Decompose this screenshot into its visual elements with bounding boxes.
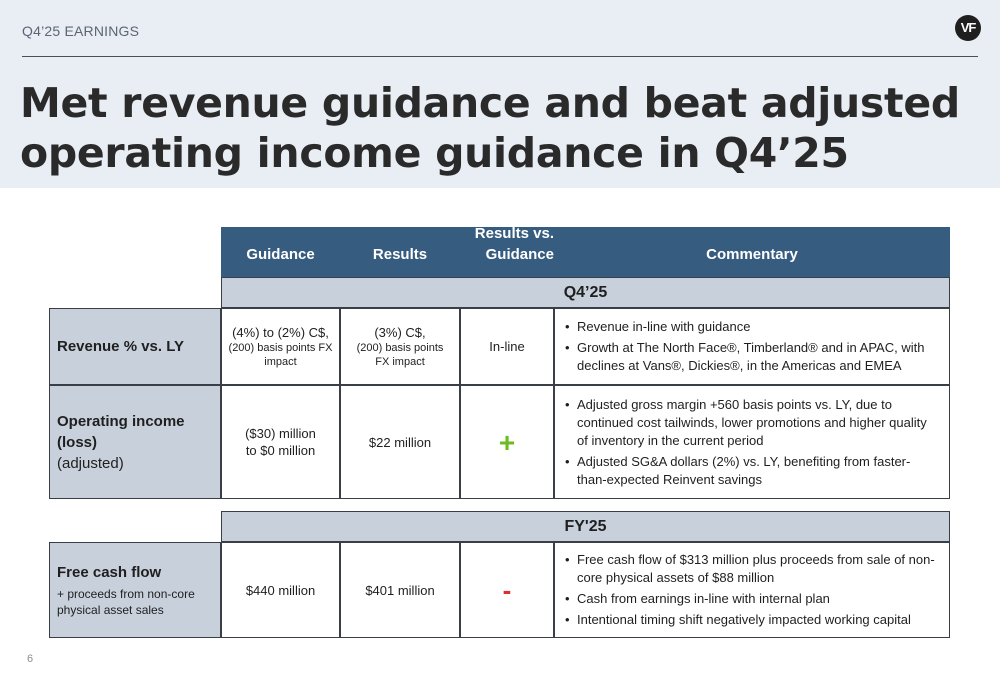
header-divider bbox=[22, 56, 978, 57]
col-header-results: Results bbox=[340, 227, 460, 277]
revenue-vs-guidance: In-line bbox=[460, 308, 554, 385]
commentary-bullet: • Growth at The North Face®, Timberland® and in APAC, with declines at Vans®, Dickies®, in the Americas and EMEA bbox=[565, 339, 939, 375]
commentary-bullet: • Free cash flow of $313 million plus proceeds from sale of non-core physical assets of $88 million bbox=[565, 551, 939, 587]
section-eyebrow: Q4’25 EARNINGS bbox=[22, 23, 140, 39]
operating-income-results: $22 million bbox=[340, 385, 460, 499]
section-band-q4: Q4’25 bbox=[221, 277, 950, 308]
commentary-bullet: • Cash from earnings in-line with internal plan bbox=[565, 590, 939, 608]
operating-income-guidance: ($30) million to $0 million bbox=[221, 385, 340, 499]
vf-logo: VF bbox=[955, 15, 981, 41]
commentary-bullet: • Revenue in-line with guidance bbox=[565, 318, 939, 336]
free-cash-flow-guidance: $440 million bbox=[221, 542, 340, 638]
free-cash-flow-commentary bbox=[554, 542, 950, 638]
col-header-commentary: Commentary bbox=[554, 227, 950, 277]
operating-income-commentary bbox=[554, 385, 950, 499]
miss-minus-icon: - bbox=[502, 574, 512, 605]
row-label-revenue: Revenue % vs. LY bbox=[49, 308, 221, 385]
commentary-bullet: • Adjusted gross margin +560 basis points vs. LY, due to continued cost tailwinds, lower promotions and higher quality of inventory in the current period bbox=[565, 396, 939, 450]
commentary-bullet: • Intentional timing shift negatively impacted working capital bbox=[565, 611, 939, 629]
commentary-bullet: • Adjusted SG&A dollars (2%) vs. LY, benefiting from faster-than-expected Reinvent savings bbox=[565, 453, 939, 489]
section-band-fy: FY'25 bbox=[221, 511, 950, 542]
page-title: Met revenue guidance and beat adjusted operating income guidance in Q4’25 bbox=[20, 79, 960, 177]
col-header-results-vs-guidance: Results vs. Guidance bbox=[460, 227, 554, 277]
revenue-results: (3%) C$, (200) basis points FX impact bbox=[340, 308, 460, 385]
revenue-guidance: (4%) to (2%) C$, (200) basis points FX impact bbox=[221, 308, 340, 385]
col-header-guidance: Guidance bbox=[221, 227, 340, 277]
row-label-operating-income: Operating income (loss) (adjusted) bbox=[49, 385, 221, 499]
free-cash-flow-vs-guidance bbox=[460, 542, 554, 638]
revenue-commentary bbox=[554, 308, 950, 385]
row-label-free-cash-flow: Free cash flow + proceeds from non-core physical asset sales bbox=[49, 542, 221, 638]
free-cash-flow-results: $401 million bbox=[340, 542, 460, 638]
page-number: 6 bbox=[27, 653, 34, 665]
operating-income-vs-guidance bbox=[460, 385, 554, 499]
beat-plus-icon: + bbox=[498, 426, 516, 458]
